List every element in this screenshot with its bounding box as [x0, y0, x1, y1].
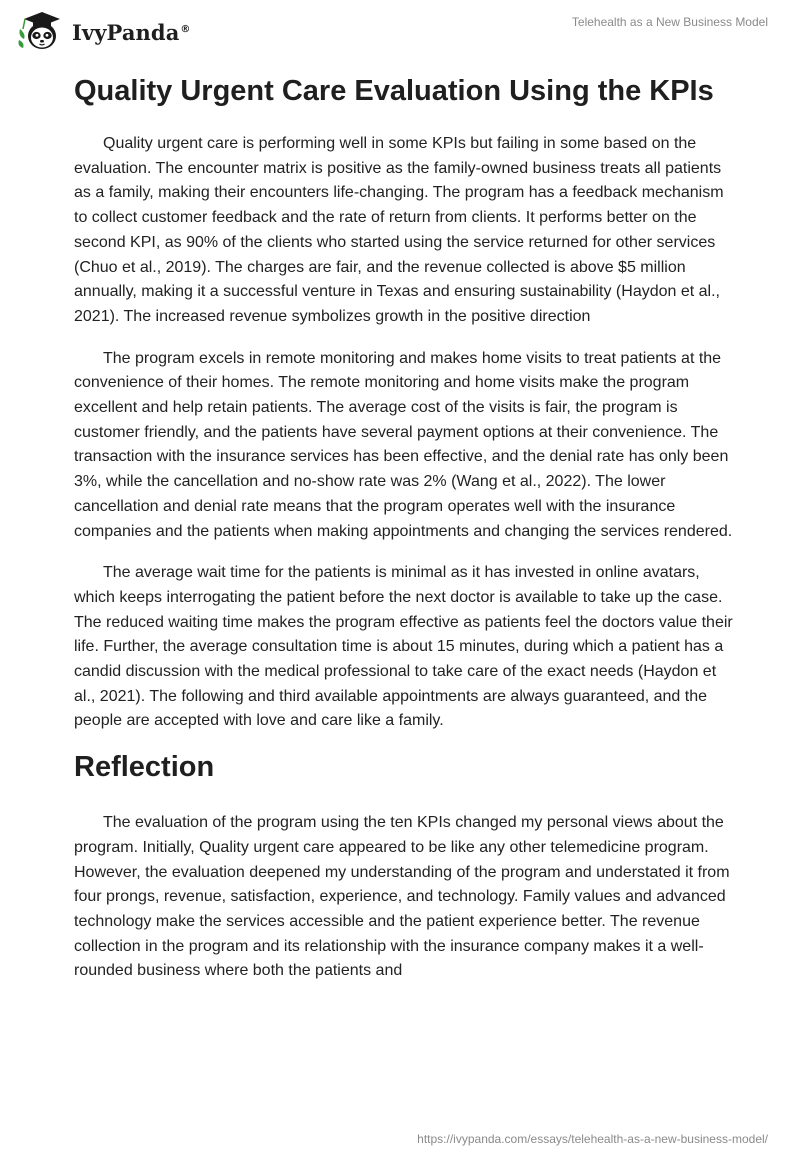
paragraph: The evaluation of the program using the ten KPIs changed my personal views about the program. Initially, Quality urgent care appeared to be like any other telemedicine program. However, the evaluation deepened my understanding of the program and understated it from four prongs, revenue, satisfaction, experience, and technology. Family values and advanced technology make the services accessible and the patient experience better. The revenue collection in the program and its relationship with the insurance company makes it a well-rounded business where both the patients and — [74, 814, 730, 980]
brand-name: IvyPanda® — [72, 19, 191, 45]
section-heading-kpis: Quality Urgent Care Evaluation Using the KPIs — [74, 75, 714, 107]
paragraph: The average wait time for the patients is minimal as it has invested in online avatars, which keeps interrogating the patient before the next doctor is available to take up the case. The reduced waiting time makes the program effective as patients feel the doctors value their life. Further, the average consultation time is about 15 minutes, during which a patient has a candid discussion with the medical professional to take care of the exact needs (Haydon et al., 2021). The following and third available appointments are always guaranteed, and the people are accepted with love and care like a family. — [74, 564, 733, 730]
source-url-link[interactable]: https://ivypanda.com/essays/telehealth-as-a-new-business-model/ — [417, 1132, 768, 1146]
registered-mark: ® — [180, 23, 191, 35]
panda-graduation-cap-icon — [16, 9, 66, 53]
section-heading-reflection: Reflection — [74, 751, 215, 784]
article-body — [74, 72, 734, 984]
document-title: Telehealth as a New Business Model — [571, 15, 768, 29]
ivypanda-logo[interactable] — [16, 9, 191, 53]
paragraph: Quality urgent care is performing well in some KPIs but failing in some based on the evaluation. The encounter matrix is positive as the family-owned business treats all patients as a family, making their encounters life-changing. The program has a feedback mechanism to collect customer feedback and the rate of return from clients. It performs better on the second KPI, as 90% of the clients who started using the service returned for other services (Chuo et al., 2019). The charges are fair, and the revenue collected is above $5 million annually, making it a successful venture in Texas and ensuring sustainability (Haydon et al., 2021). The increased revenue symbolizes growth in the positive direction — [74, 135, 724, 325]
paragraph: The program excels in remote monitoring and makes home visits to treat patients at the convenience of their homes. The remote monitoring and home visits make the program excellent and help retain patients. The average cost of the visits is fair, the program is customer friendly, and the patients have several payment options at their convenience. The transaction with the insurance services has been effective, and the denial rate has only been 3%, while the cancellation and no-show rate was 2% (Wang et al., 2022). The lower cancellation and denial rate means that the program operates well with the insurance companies and the patients when making appointments and changing the services rendered. — [74, 349, 733, 540]
page-header — [0, 0, 800, 60]
